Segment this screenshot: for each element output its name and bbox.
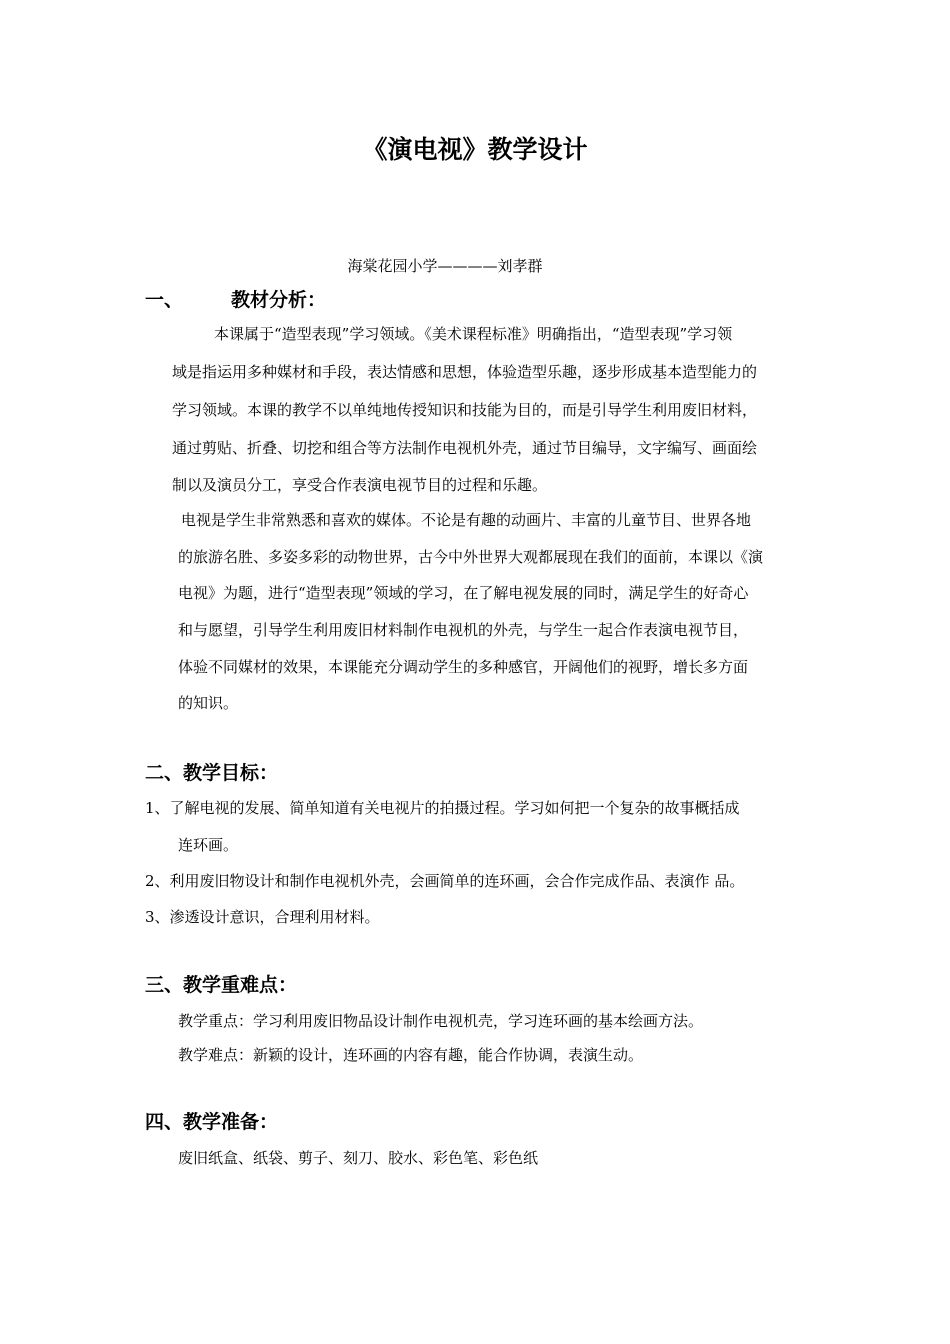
materials-list: 废旧纸盒、纸袋、剪子、刻刀、胶水、彩色笔、彩色纸 — [178, 1149, 539, 1167]
section1-para2-line3: 电视》为题，进行“造型表现”领域的学习，在了解电视发展的同时，满足学生的好奇心 — [178, 584, 749, 602]
difficulty-point: 教学难点：新颖的设计，连环画的内容有趣，能合作协调，表演生动。 — [178, 1046, 644, 1064]
section1-title: 教材分析： — [231, 289, 327, 311]
key-point: 教学重点：学习利用废旧物品设计制作电视机壳，学习连环画的基本绘画方法。 — [178, 1012, 704, 1030]
objective-item-2: 2、利用废旧物设计和制作电视机外壳，会画简单的连环画，会合作完成作品、表演作 品。 — [145, 872, 745, 890]
author-line: 海棠花园小学————刘孝群 — [347, 257, 543, 275]
section1-para2-line1: 电视是学生非常熟悉和喜欢的媒体。不论是有趣的动画片、丰富的儿童节目、世界各地 — [181, 511, 752, 529]
objective-item-1-cont: 连环画。 — [178, 836, 239, 854]
section1-para1-line4: 通过剪贴、折叠、切挖和组合等方法制作电视机外壳，通过节目编导，文字编写、画面绘 — [172, 439, 758, 457]
section1-para1-line5: 制以及演员分工，享受合作表演电视节目的过程和乐趣。 — [172, 476, 548, 494]
section1-para2-line4: 和与愿望，引导学生利用废旧材料制作电视机的外壳，与学生一起合作表演电视节目， — [178, 621, 749, 639]
section3-heading: 三、教学重难点： — [145, 974, 298, 996]
document-title: 《演电视》教学设计 — [362, 135, 588, 164]
section1-para1-line1: 本课属于“造型表现”学习领域。《美术课程标准》明确指出，“造型表现”学习领 — [214, 325, 733, 343]
section2-heading: 二、教学目标： — [145, 762, 279, 784]
objective-item-3: 3、渗透设计意识，合理利用材料。 — [145, 908, 380, 926]
section1-para2-line2: 的旅游名胜、多姿多彩的动物世界，古今中外世界大观都展现在我们的面前，本课以《演 — [178, 548, 764, 566]
section1-para2-line6: 的知识。 — [178, 694, 239, 712]
section1-number: 一、 — [145, 289, 184, 311]
objective-item-1: 1、了解电视的发展、简单知道有关电视片的拍摄过程。学习如何把一个复杂的故事概括成 — [145, 799, 740, 817]
section1-para1-line2: 域是指运用多种媒材和手段，表达情感和思想，体验造型乐趣，逐步形成基本造型能力的 — [172, 363, 758, 381]
section1-para1-line3: 学习领域。本课的教学不以单纯地传授知识和技能为目的，而是引导学生利用废旧材料， — [172, 401, 758, 419]
section1-heading — [145, 285, 326, 315]
section4-heading: 四、教学准备： — [145, 1111, 279, 1133]
section1-para2-line5: 体验不同媒材的效果，本课能充分调动学生的多种感官，开阔他们的视野，增长多方面 — [178, 658, 749, 676]
